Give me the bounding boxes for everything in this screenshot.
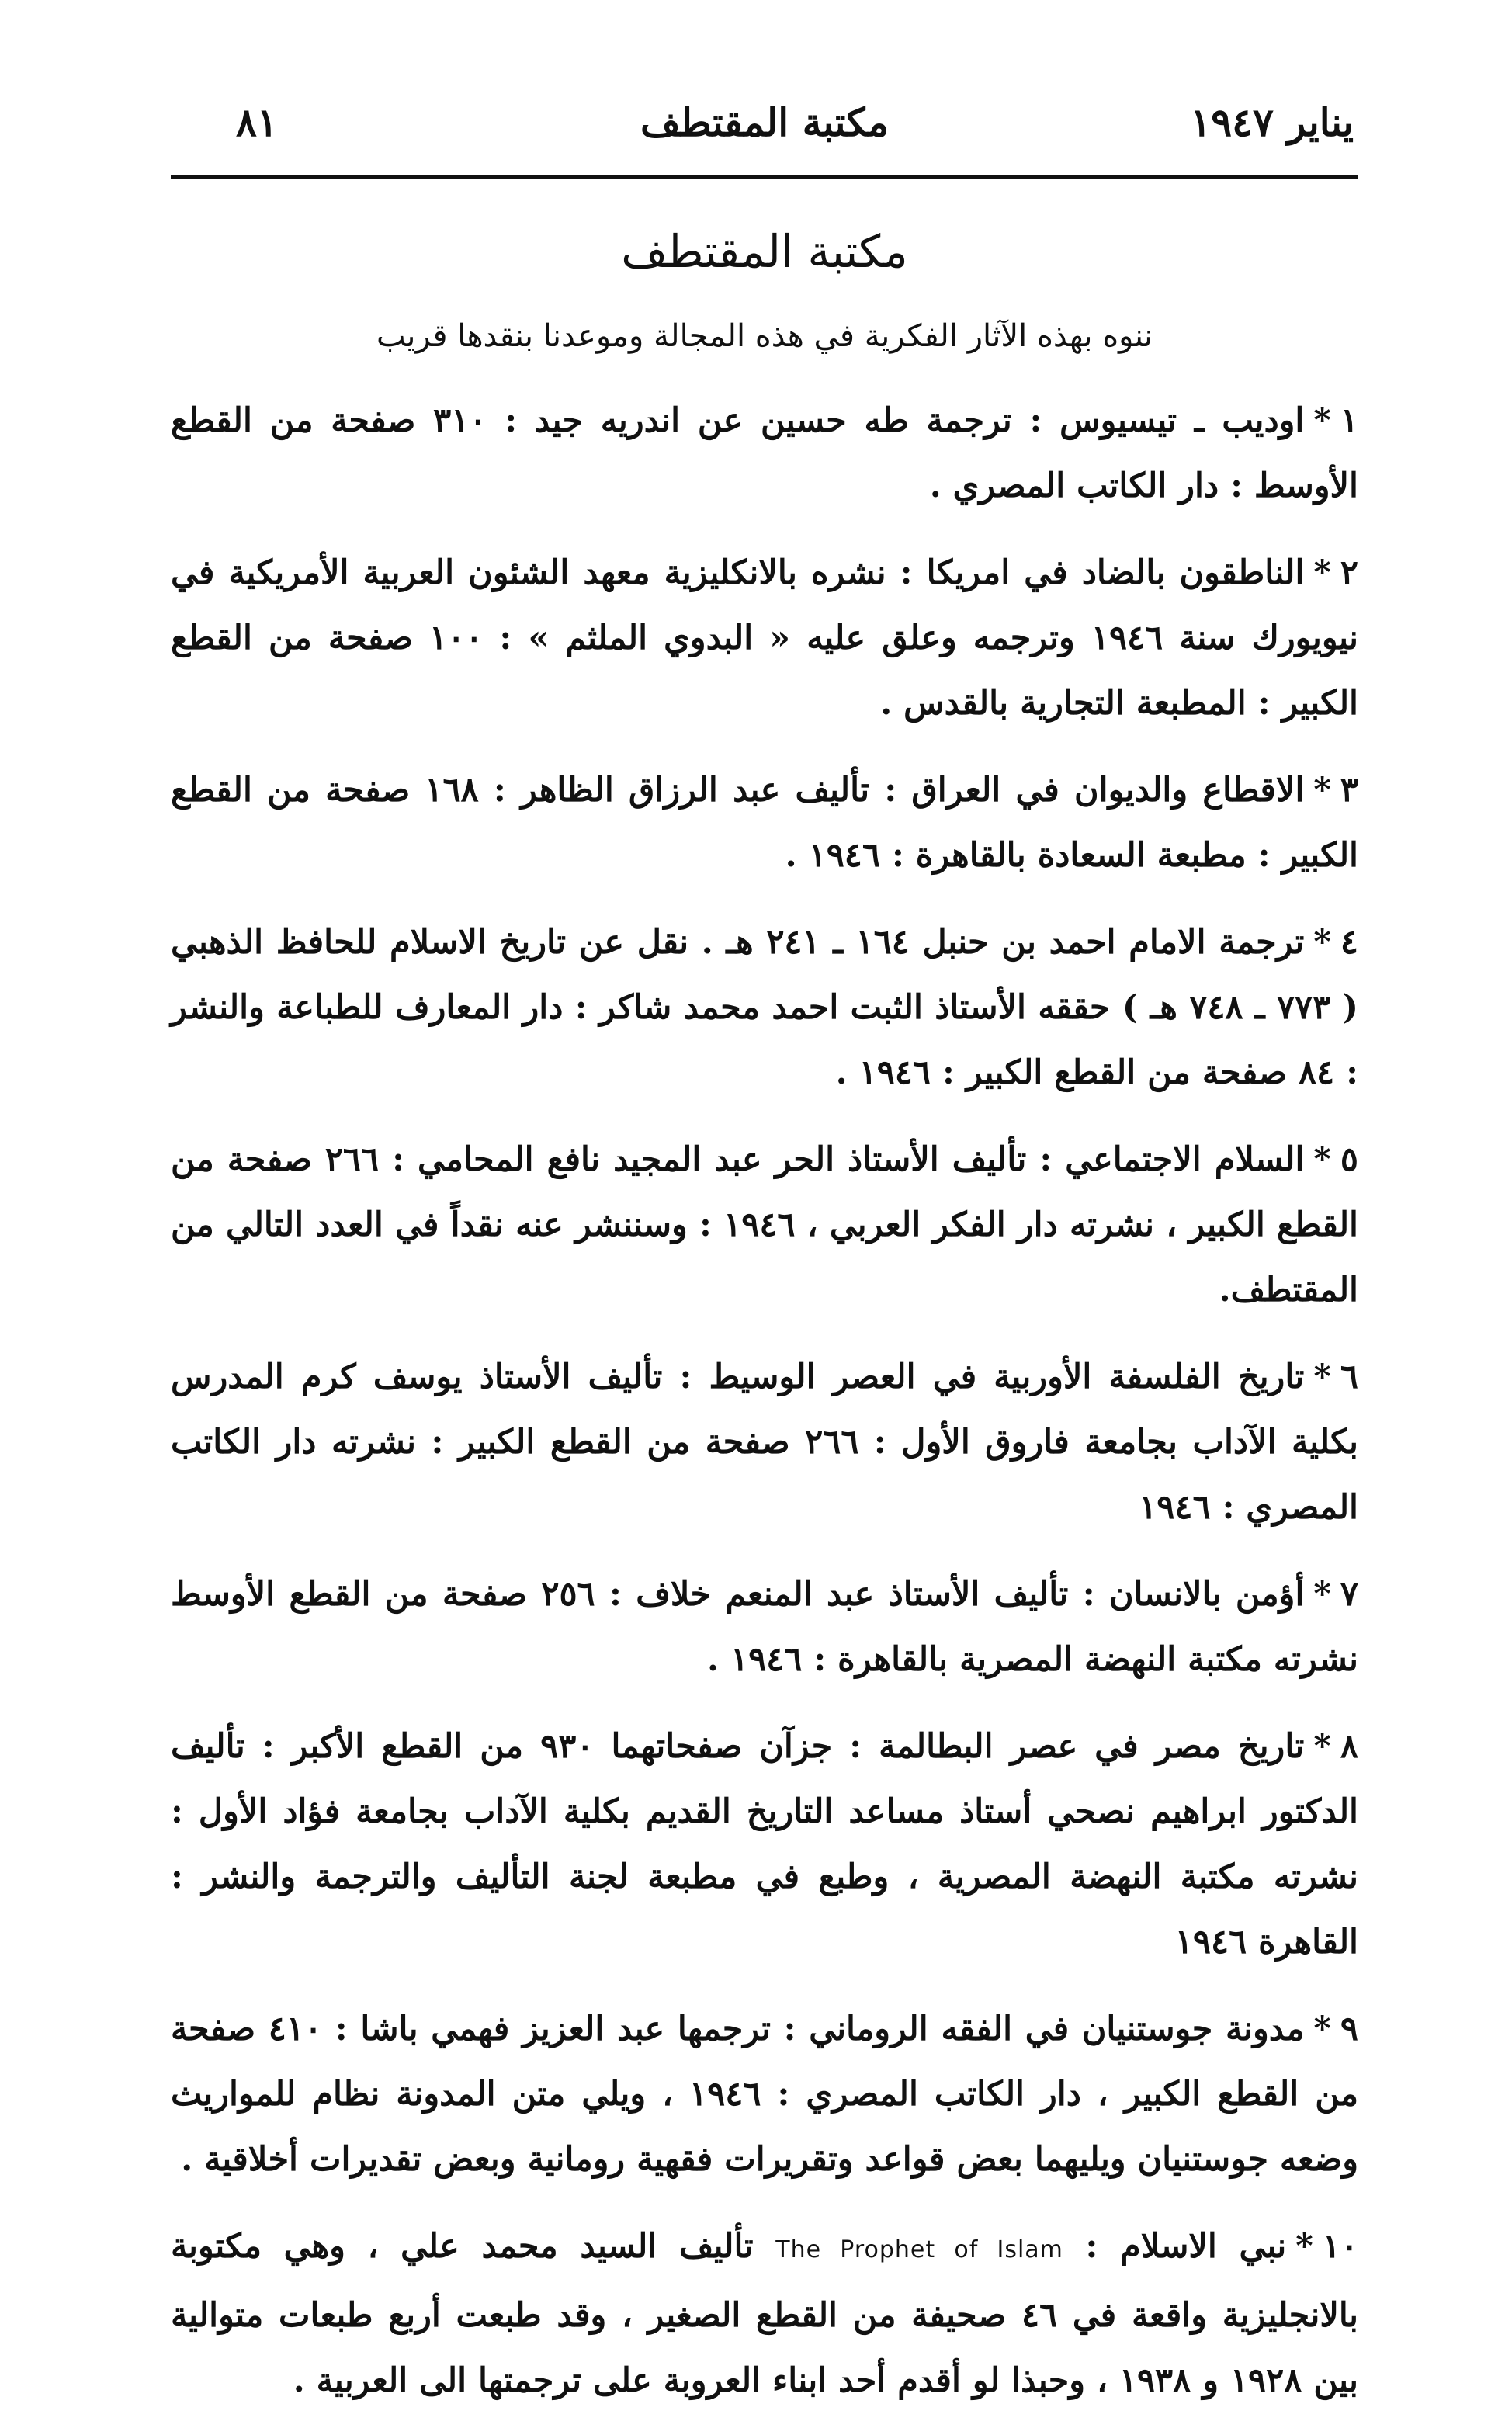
entry-latin-title: The Prophet of Islam [775,2236,1063,2263]
entry-number: ١ [1340,401,1358,440]
asterisk-icon: * [1313,1727,1331,1766]
entry-text: الاقطاع والديوان في العراق : تأليف عبد الرزاق الظاهر : ١٦٨ صفحة من القطع الكبير : مطبعة السعادة بالقاهرة : ١٩٤٦ . [171,771,1358,875]
entry-number: ١٠ [1322,2227,1358,2266]
list-item [171,388,1358,519]
list-item [171,910,1358,1105]
entry-number: ٧ [1340,1575,1358,1614]
asterisk-icon: * [1313,1358,1331,1396]
entry-text: أؤمن بالانسان : تأليف الأستاذ عبد المنعم خلاف : ٢٥٦ صفحة من القطع الأوسط نشرته مكتبة النهضة المصرية بالقاهرة : ١٩٤٦ . [171,1575,1358,1679]
entry-text: السلام الاجتماعي : تأليف الأستاذ الحر عبد المجيد نافع المحامي : ٢٦٦ صفحة من القطع الكبير ، نشرته دار الفكر العربي ، ١٩٤٦ : وسننشر عنه نقداً في العدد التالي من المقتطف. [171,1140,1358,1309]
list-item [171,1562,1358,1692]
asterisk-icon: * [1313,1140,1331,1179]
asterisk-icon: * [1313,923,1331,962]
entry-list [171,388,1358,2435]
entry-text: تاريخ مصر في عصر البطالمة : جزآن صفحاتهما ٩٣٠ من القطع الأكبر : تأليف الدكتور ابراهيم نصحي أستاذ مساعد التاريخ القديم بكلية الآداب بجامعة فؤاد الأول : نشرته مكتبة النهضة المصرية ، وطبع في مطبعة لجنة التأليف والترجمة والنشر : القاهرة ١٩٤٦ [171,1727,1358,1962]
list-item [171,2214,1358,2413]
entry-text: الناطقون بالضاد في امريكا : نشره بالانكليزية معهد الشئون العربية الأمريكية في نيويورك سنة ١٩٤٦ وترجمه وعلق عليه « البدوي الملثم » : ١٠٠ صفحة من القطع الكبير : المطبعة التجارية بالقدس . [171,553,1358,723]
list-item [171,758,1358,888]
entry-text: مدونة جوستنيان في الفقه الروماني : ترجمها عبد العزيز فهمي باشا : ٤١٠ صفحة من القطع الكبير ، دار الكاتب المصري : ١٩٤٦ ، ويلي متن المدونة نظام للمواريث وضعه جوستنيان ويليهما بعض قواعد وتقريرات فقهية رومانية وبعض تقديرات أخلاقية . [171,2010,1358,2179]
running-header [171,93,1358,160]
header-rule [171,175,1358,179]
entry-number: ٣ [1340,771,1359,810]
entry-number: ٢ [1340,553,1358,592]
entry-text: تأليف السيد محمد علي ، وهي مكتوبة بالانجليزية واقعة في ٤٦ صحيفة من القطع الصغير ، وقد طبعت أربع طبعات متوالية بين ١٩٢٨ و ١٩٣٨ ، وحبذا لو أقدم أحد ابناء العروبة على ترجمتها الى العربية . [171,2227,1358,2400]
entry-text: اوديب ـ تيسيوس : ترجمة طه حسين عن اندريه جيد : ٣١٠ صفحة من القطع الأوسط : دار الكاتب المصري . [171,401,1358,505]
page-number: ٨١ [236,99,278,145]
entry-title: نبي الاسلام : [1085,2227,1287,2266]
entry-number: ٩ [1340,2010,1358,2048]
asterisk-icon: * [1313,401,1331,440]
asterisk-icon: * [1313,1575,1331,1614]
entry-number: ٥ [1340,1140,1359,1179]
asterisk-icon: * [1313,553,1331,592]
list-item [171,540,1358,736]
asterisk-icon: * [1313,771,1331,810]
list-item [171,1127,1358,1323]
entry-number: ٦ [1340,1358,1358,1396]
asterisk-icon: * [1295,2227,1313,2266]
list-item [171,1996,1358,2192]
entry-number: ٤ [1340,923,1358,962]
book-page [171,93,1359,2400]
list-item [171,1714,1358,1975]
header-date: يناير ١٩٤٧ [1190,99,1354,145]
section-subtitle: ننوه بهذه الآثار الفكرية في هذه المجالة وموعدنا بنقدها قريب [376,318,1153,354]
entry-number: ٨ [1340,1727,1358,1766]
asterisk-icon: * [1313,2010,1331,2048]
header-title: مكتبة المقتطف [640,99,889,145]
entry-text: تاريخ الفلسفة الأوربية في العصر الوسيط : تأليف الأستاذ يوسف كرم المدرس بكلية الآداب بجامعة فاروق الأول : ٢٦٦ صفحة من القطع الكبير : نشرته دار الكاتب المصري : ١٩٤٦ [171,1358,1358,1527]
entry-text: ترجمة الامام احمد بن حنبل ١٦٤ ـ ٢٤١ هـ . نقل عن تاريخ الاسلام للحافظ الذهبي ( ٧٧٣ ـ ٧٤٨ هـ ) حققه الأستاذ الثبت احمد محمد شاكر : دار المعارف للطباعة والنشر : ٨٤ صفحة من القطع الكبير : ١٩٤٦ . [171,923,1358,1092]
section-title: مكتبة المقتطف [621,225,908,278]
list-item [171,1344,1358,1540]
